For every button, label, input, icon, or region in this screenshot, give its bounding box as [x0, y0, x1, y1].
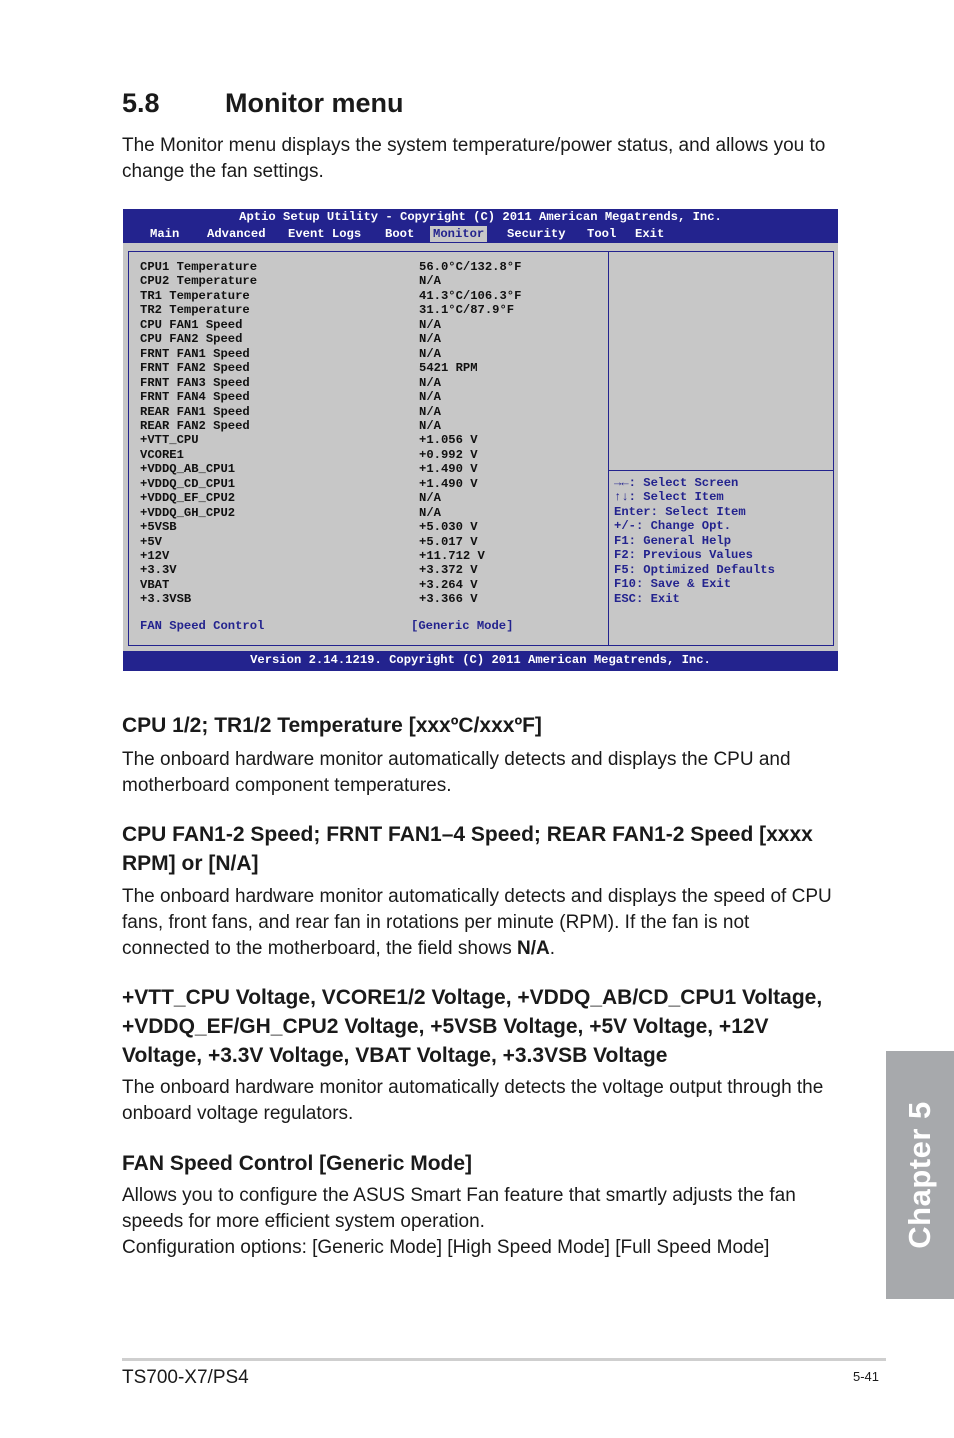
monitor-item-label: +3.3VSB: [140, 592, 192, 607]
bios-main-panel: [128, 251, 834, 646]
monitor-item: [140, 361, 478, 376]
monitor-item-value: +1.056 V: [419, 433, 478, 448]
monitor-item: [140, 534, 478, 549]
monitor-item: [140, 317, 441, 332]
monitor-item-value: +11.712 V: [419, 549, 485, 563]
monitor-item-label: +VDDQ_AB_CPU1: [140, 462, 236, 477]
panel-divider-horizontal: [608, 470, 833, 471]
monitor-item-value: +0.992 V: [419, 447, 478, 462]
page-number: 5-41: [853, 1369, 880, 1384]
monitor-item-value: N/A: [419, 491, 441, 506]
intro-paragraph: The Monitor menu displays the system temperature/power status, and allows you to change the fan settings.: [122, 135, 826, 182]
fan-control-options: Configuration options: [Generic Mode] [High Speed Mode] [Full Speed Mode]: [122, 1237, 770, 1258]
fan-speed-na-value: N/A: [517, 938, 550, 959]
monitor-item-value: +1.490 V: [419, 476, 478, 491]
help-key-line: ESC: Exit: [614, 591, 680, 606]
monitor-item-label: FRNT FAN4 Speed: [140, 390, 250, 405]
monitor-item: [140, 447, 478, 462]
monitor-item: [140, 288, 522, 303]
help-key-line: +/-: Change Opt.: [614, 519, 732, 534]
monitor-item: [140, 577, 478, 592]
monitor-item: [140, 404, 441, 419]
monitor-item-label: VCORE1: [140, 447, 184, 462]
monitor-item-label: FRNT FAN1 Speed: [140, 346, 250, 361]
monitor-item-label: +5V: [140, 534, 162, 549]
monitor-item-label: REAR FAN2 Speed: [140, 418, 250, 433]
help-key-line: F1: General Help: [614, 533, 732, 548]
monitor-item-value: N/A: [419, 274, 441, 289]
fan-control-heading: FAN Speed Control [Generic Mode]: [122, 1152, 473, 1175]
bios-version-bar: Version 2.14.1219. Copyright (C) 2011 American Megatrends, Inc.: [123, 651, 838, 671]
temperature-description: The onboard hardware monitor automatically detects and displays the CPU and motherboard component temperatures.: [122, 749, 791, 796]
monitor-item-value: N/A: [419, 390, 441, 405]
help-key-line: F5: Optimized Defaults: [614, 562, 775, 577]
tab-monitor[interactable]: Monitor: [430, 226, 487, 242]
help-key-line: F2: Previous Values: [614, 548, 753, 563]
footer-divider: [122, 1358, 886, 1361]
fan-speed-description-end: .: [549, 938, 556, 959]
monitor-item-value: N/A: [419, 505, 441, 520]
monitor-item: [140, 549, 485, 563]
fan-control-description: Allows you to configure the ASUS Smart Fan feature that smartly adjusts the fan speeds for more efficient system operation.: [122, 1185, 796, 1232]
monitor-item-value: 56.0°C/132.8°F: [419, 260, 522, 274]
section-number: 5.8: [122, 88, 160, 118]
monitor-item-value: N/A: [419, 317, 441, 332]
tab-event-logs[interactable]: Event Logs: [288, 227, 362, 241]
monitor-item-label: +5VSB: [140, 520, 177, 535]
bios-title: Aptio Setup Utility - Copyright (C) 2011 American Megatrends, Inc.: [239, 210, 722, 224]
monitor-item-label: TR2 Temperature: [140, 303, 250, 318]
voltage-description: The onboard hardware monitor automatically detects the voltage output through the onboard voltage regulators.: [122, 1077, 824, 1124]
monitor-item: [140, 491, 441, 506]
monitor-item-value: +3.366 V: [419, 592, 478, 607]
monitor-item-label: VBAT: [140, 577, 170, 592]
monitor-item: [140, 332, 441, 347]
monitor-item-label: +VTT_CPU: [140, 433, 199, 448]
monitor-item-value: N/A: [419, 375, 441, 390]
monitor-item-label: CPU FAN1 Speed: [140, 317, 243, 332]
fan-speed-description: [122, 884, 832, 962]
section-name: Monitor menu: [225, 88, 404, 118]
monitor-item: [140, 476, 478, 491]
monitor-item: [140, 303, 515, 318]
help-key-line: Enter: Select Item: [614, 504, 746, 519]
voltage-heading: +VTT_CPU Voltage, VCORE1/2 Voltage, +VDDQ_AB/CD_CPU1 Voltage, +VDDQ_EF/GH_CPU2 Voltage, +5VSB Voltage, +5V Voltage, +12V Voltage, +3.3V Voltage, VBAT Voltage, +3.3VSB Voltage: [122, 986, 823, 1067]
tab-advanced[interactable]: Advanced: [207, 227, 266, 241]
monitor-item-value: 41.3°C/106.3°F: [419, 288, 522, 303]
monitor-item: [140, 563, 478, 578]
fan-speed-description-text: The onboard hardware monitor automatically detects and displays the speed of CPU fans, front fans, and rear fan in rotations per minute (RPM). If the fan is not connected to the motherboard, the field shows: [122, 886, 832, 959]
monitor-item-label: CPU2 Temperature: [140, 274, 258, 289]
help-key-line: ↑↓: Select Item: [614, 490, 724, 505]
footer-model: TS700-X7/PS4: [122, 1367, 249, 1388]
monitor-item-label: FRNT FAN3 Speed: [140, 375, 250, 390]
help-key-line: F10: Save & Exit: [614, 577, 732, 592]
bios-top-bar: [123, 209, 838, 243]
monitor-item: [140, 274, 441, 289]
monitor-item: [140, 260, 522, 274]
monitor-item-value: 5421 RPM: [419, 361, 478, 376]
monitor-item-value: +1.490 V: [419, 462, 478, 477]
monitor-item-value: N/A: [419, 332, 441, 347]
fan-speed-heading: CPU FAN1-2 Speed; FRNT FAN1–4 Speed; REAR FAN1-2 Speed [xxxx RPM] or [N/A]: [122, 823, 813, 875]
monitor-item: [140, 433, 478, 448]
fan-speed-control-value[interactable]: [Generic Mode]: [411, 619, 514, 633]
temperature-heading: CPU 1/2; TR1/2 Temperature [xxxºC/xxxºF]: [122, 714, 542, 737]
help-key-line: →←: Select Screen: [614, 476, 739, 490]
monitor-item-value: +5.017 V: [419, 534, 478, 549]
monitor-item: [140, 418, 441, 433]
panel-divider-vertical: [608, 252, 609, 645]
fan-speed-control-label: FAN Speed Control: [140, 619, 265, 633]
section-title: [122, 88, 403, 119]
chapter-tab: [886, 1051, 954, 1299]
monitor-item-label: FRNT FAN2 Speed: [140, 361, 250, 376]
monitor-item-value: 31.1°C/87.9°F: [419, 303, 515, 318]
monitor-item: [140, 346, 441, 361]
monitor-item: [140, 592, 478, 607]
monitor-item-label: REAR FAN1 Speed: [140, 404, 250, 419]
monitor-item-label: CPU FAN2 Speed: [140, 332, 243, 347]
tab-main[interactable]: Main: [150, 227, 180, 241]
tab-boot[interactable]: Boot: [385, 227, 415, 241]
monitor-item-value: +5.030 V: [419, 520, 478, 535]
bios-screen: [123, 209, 838, 671]
monitor-item-label: +12V: [140, 549, 170, 563]
monitor-item-label: +3.3V: [140, 563, 177, 578]
tab-exit[interactable]: Exit: [635, 227, 665, 241]
tab-tool[interactable]: Tool: [587, 227, 617, 241]
monitor-item-value: N/A: [419, 346, 441, 361]
monitor-item: [140, 505, 441, 520]
chapter-tab-label: Chapter 5: [902, 1101, 937, 1249]
monitor-item: [140, 375, 441, 390]
monitor-item-label: TR1 Temperature: [140, 288, 250, 303]
tab-security[interactable]: Security: [507, 227, 566, 241]
monitor-item-label: +VDDQ_EF_CPU2: [140, 491, 236, 506]
monitor-item: [140, 390, 441, 405]
monitor-item-value: N/A: [419, 418, 441, 433]
monitor-item-label: CPU1 Temperature: [140, 260, 258, 274]
monitor-item-label: +VDDQ_GH_CPU2: [140, 505, 236, 520]
monitor-item-value: +3.264 V: [419, 577, 478, 592]
monitor-item-value: +3.372 V: [419, 563, 478, 578]
monitor-item-value: N/A: [419, 404, 441, 419]
monitor-item-label: +VDDQ_CD_CPU1: [140, 476, 236, 491]
monitor-item: [140, 462, 478, 477]
monitor-item: [140, 520, 478, 535]
fan-speed-control-item[interactable]: [140, 619, 514, 633]
